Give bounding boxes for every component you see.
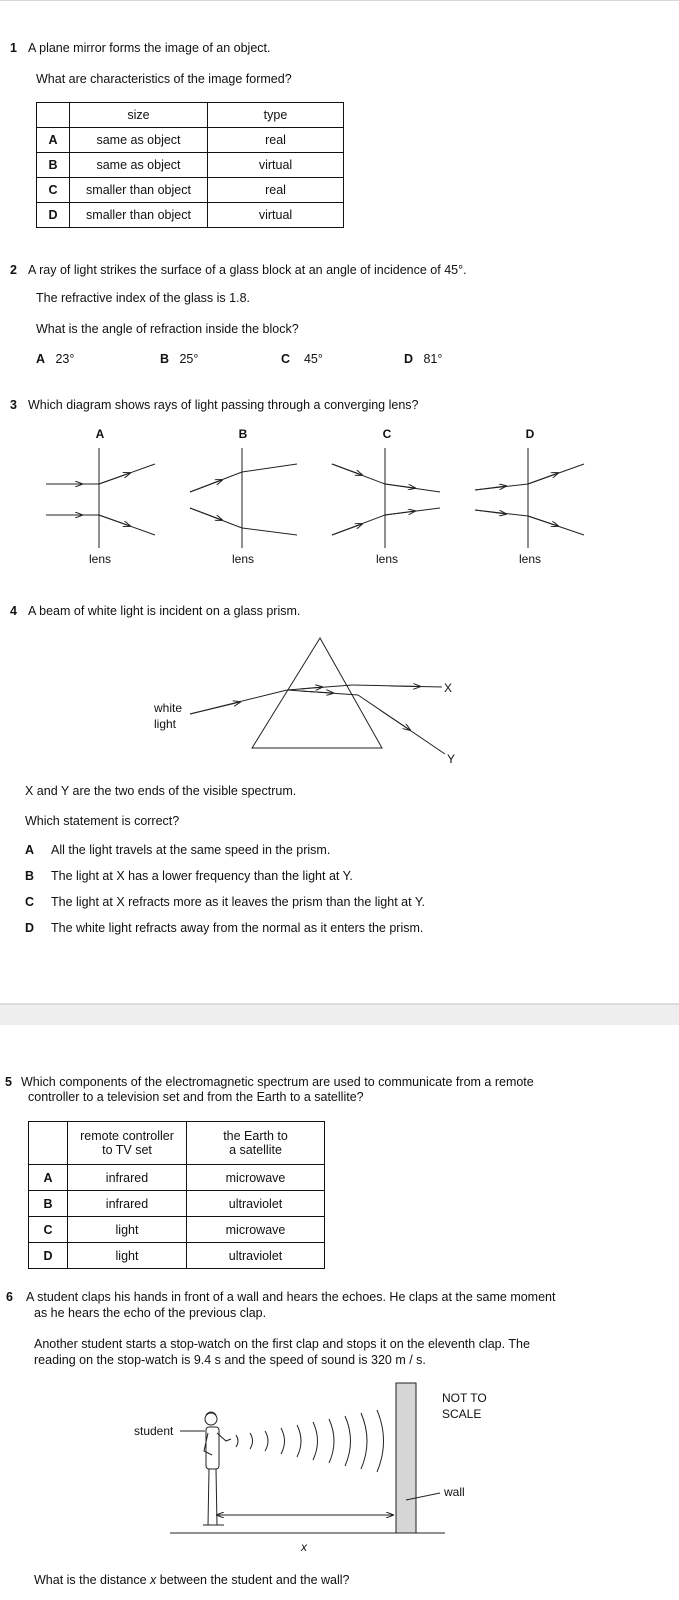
q5-stem-line1: Which components of the electromagnetic spectrum are used to communicate from a remote: [21, 1075, 534, 1089]
q4-option-d[interactable]: [25, 921, 423, 935]
q5-row-c[interactable]: [29, 1217, 325, 1243]
q6-question-pre: What is the distance: [34, 1573, 151, 1587]
q6-label-student: student: [134, 1424, 174, 1438]
q3-diagram-d[interactable]: [475, 448, 584, 548]
q2-option-text: 25°: [179, 352, 199, 366]
q5-option-letter: B: [29, 1191, 68, 1217]
q1-size-cell: smaller than object: [70, 203, 208, 228]
q1-type-cell: virtual: [208, 203, 344, 228]
q6-para-line2: reading on the stop-watch is 9.4 s and the speed of sound is 320 m / s.: [34, 1353, 426, 1367]
q5-remote-cell: infrared: [68, 1191, 187, 1217]
q1-option-letter: D: [37, 203, 70, 228]
q4-option-text: All the light travels at the same speed in the prism.: [51, 843, 331, 857]
q4-question: Which statement is correct?: [25, 814, 180, 828]
q2-option-text: 23°: [55, 352, 75, 366]
q2-option-d[interactable]: [404, 352, 442, 366]
q5-row-d[interactable]: [29, 1243, 325, 1269]
q4-prism-diagram: [0, 630, 679, 785]
q4-option-letter: A: [25, 843, 35, 857]
q5-row-a[interactable]: [29, 1165, 325, 1191]
q6-question-var: x: [150, 1573, 157, 1587]
q2-option-text: 81°: [423, 352, 443, 366]
student-figure: [203, 1412, 231, 1525]
q3-lens-label: lens: [375, 552, 399, 566]
q5-row-b[interactable]: [29, 1191, 325, 1217]
q5-remote-cell: light: [68, 1243, 187, 1269]
q5-stem-line2: controller to a television set and from the Earth to a satellite?: [28, 1090, 364, 1104]
q2-option-b[interactable]: [160, 352, 198, 366]
q4-option-letter: D: [25, 921, 35, 935]
q6-label-x: x: [301, 1540, 307, 1554]
q6-label-wall: wall: [444, 1485, 465, 1499]
q6-stem-line2: as he hears the echo of the previous clap.: [34, 1306, 267, 1320]
q6-label-scale: SCALE: [442, 1407, 482, 1421]
q3-diagram-a[interactable]: [46, 448, 155, 548]
q1-header-row: [37, 103, 344, 128]
q6-question: [34, 1573, 349, 1587]
q4-stem: A beam of white light is incident on a glass prism.: [28, 604, 301, 618]
q4-option-b[interactable]: [25, 869, 353, 883]
q3-lens-diagrams: [0, 420, 679, 585]
q4-option-text: The light at X refracts more as it leaves the prism than the light at Y.: [51, 895, 426, 909]
q5-option-letter: C: [29, 1217, 68, 1243]
q4-label-x: X: [444, 681, 453, 695]
q2-option-letter: B: [160, 352, 170, 366]
q1-row-c[interactable]: [37, 178, 344, 203]
q1-option-letter: B: [37, 153, 70, 178]
q2-question: What is the angle of refraction inside the block?: [36, 322, 299, 336]
q1-type-cell: virtual: [208, 153, 344, 178]
page-top-rule: [0, 0, 679, 1]
q5-header-row: [29, 1122, 325, 1165]
q6-question-post: between the student and the wall?: [156, 1573, 350, 1587]
q5-header2-line2: a satellite: [229, 1143, 282, 1157]
prism-shape: [252, 638, 382, 748]
q5-satellite-cell: ultraviolet: [187, 1191, 325, 1217]
q2-option-letter: A: [36, 352, 46, 366]
q1-header-blank: [37, 103, 70, 128]
wall-shape: [396, 1383, 416, 1533]
q4-label-light: light: [154, 717, 177, 731]
q2-stem: A ray of light strikes the surface of a glass block at an angle of incidence of 45°.: [28, 263, 467, 277]
page-break-divider: [0, 1003, 679, 1025]
q5-header2-line1: the Earth to: [223, 1129, 288, 1143]
q1-row-d[interactable]: [37, 203, 344, 228]
q1-option-letter: A: [37, 128, 70, 153]
q6-para-line1: Another student starts a stop-watch on the first clap and stops it on the eleventh clap. The: [34, 1337, 530, 1351]
q3-diagram-b[interactable]: [190, 448, 297, 548]
q5-options-table: [28, 1121, 325, 1269]
q5-header1-line1: remote controller: [80, 1129, 174, 1143]
q1-size-cell: same as object: [70, 153, 208, 178]
q1-header-type: type: [208, 103, 344, 128]
q4-option-letter: B: [25, 869, 35, 883]
q4-option-text: The light at X has a lower frequency than the light at Y.: [51, 869, 353, 883]
q5-header-remote: [68, 1122, 187, 1165]
q5-option-letter: D: [29, 1243, 68, 1269]
q5-header1-line2: to TV set: [102, 1143, 152, 1157]
q1-row-b[interactable]: [37, 153, 344, 178]
q1-type-cell: real: [208, 128, 344, 153]
q5-number: 5: [5, 1075, 12, 1089]
q3-diagram-letter: A: [95, 427, 105, 441]
q2-option-letter: C: [281, 352, 291, 366]
q2-option-letter: D: [404, 352, 414, 366]
q5-header-satellite: [187, 1122, 325, 1165]
q3-diagram-letter: D: [525, 427, 535, 441]
q4-option-c[interactable]: [25, 895, 425, 909]
q1-size-cell: same as object: [70, 128, 208, 153]
q4-line2: X and Y are the two ends of the visible spectrum.: [25, 784, 297, 798]
q6-echo-diagram: [0, 1375, 679, 1560]
q3-lens-label: lens: [231, 552, 255, 566]
q1-row-a[interactable]: [37, 128, 344, 153]
q2-number: 2: [10, 263, 17, 277]
q4-number: 4: [10, 604, 17, 618]
q2-option-text: 45°: [303, 352, 323, 366]
q3-lens-label: lens: [518, 552, 542, 566]
q5-remote-cell: light: [68, 1217, 187, 1243]
q4-option-letter: C: [25, 895, 35, 909]
sound-waves: [236, 1410, 384, 1472]
q2-option-a[interactable]: [36, 352, 74, 366]
q1-stem: A plane mirror forms the image of an object.: [28, 41, 271, 55]
q2-line2: The refractive index of the glass is 1.8.: [36, 291, 250, 305]
q5-satellite-cell: microwave: [187, 1217, 325, 1243]
q3-diagram-c[interactable]: [332, 448, 440, 548]
q4-label-y: Y: [447, 752, 456, 766]
q6-number: 6: [6, 1290, 13, 1304]
q4-label-white: white: [154, 701, 183, 715]
q1-question: What are characteristics of the image formed?: [36, 72, 292, 86]
q3-diagram-letter: B: [238, 427, 248, 441]
q5-option-letter: A: [29, 1165, 68, 1191]
q1-options-table: [36, 102, 344, 228]
q4-option-text: The white light refracts away from the normal as it enters the prism.: [51, 921, 424, 935]
q3-number: 3: [10, 398, 17, 412]
q5-remote-cell: infrared: [68, 1165, 187, 1191]
q3-diagram-letter: C: [382, 427, 392, 441]
q6-stem-line1: A student claps his hands in front of a wall and hears the echoes. He claps at the same moment: [26, 1290, 556, 1304]
q2-option-c[interactable]: [281, 352, 323, 366]
q4-option-a[interactable]: [25, 843, 330, 857]
q3-lens-label: lens: [88, 552, 112, 566]
q5-satellite-cell: ultraviolet: [187, 1243, 325, 1269]
q1-number: 1: [10, 41, 17, 55]
q1-option-letter: C: [37, 178, 70, 203]
q1-header-size: size: [70, 103, 208, 128]
q1-type-cell: real: [208, 178, 344, 203]
q3-stem: Which diagram shows rays of light passing through a converging lens?: [28, 398, 419, 412]
q6-label-not-to: NOT TO: [442, 1391, 487, 1405]
q5-header-blank: [29, 1122, 68, 1165]
q5-satellite-cell: microwave: [187, 1165, 325, 1191]
q1-size-cell: smaller than object: [70, 178, 208, 203]
